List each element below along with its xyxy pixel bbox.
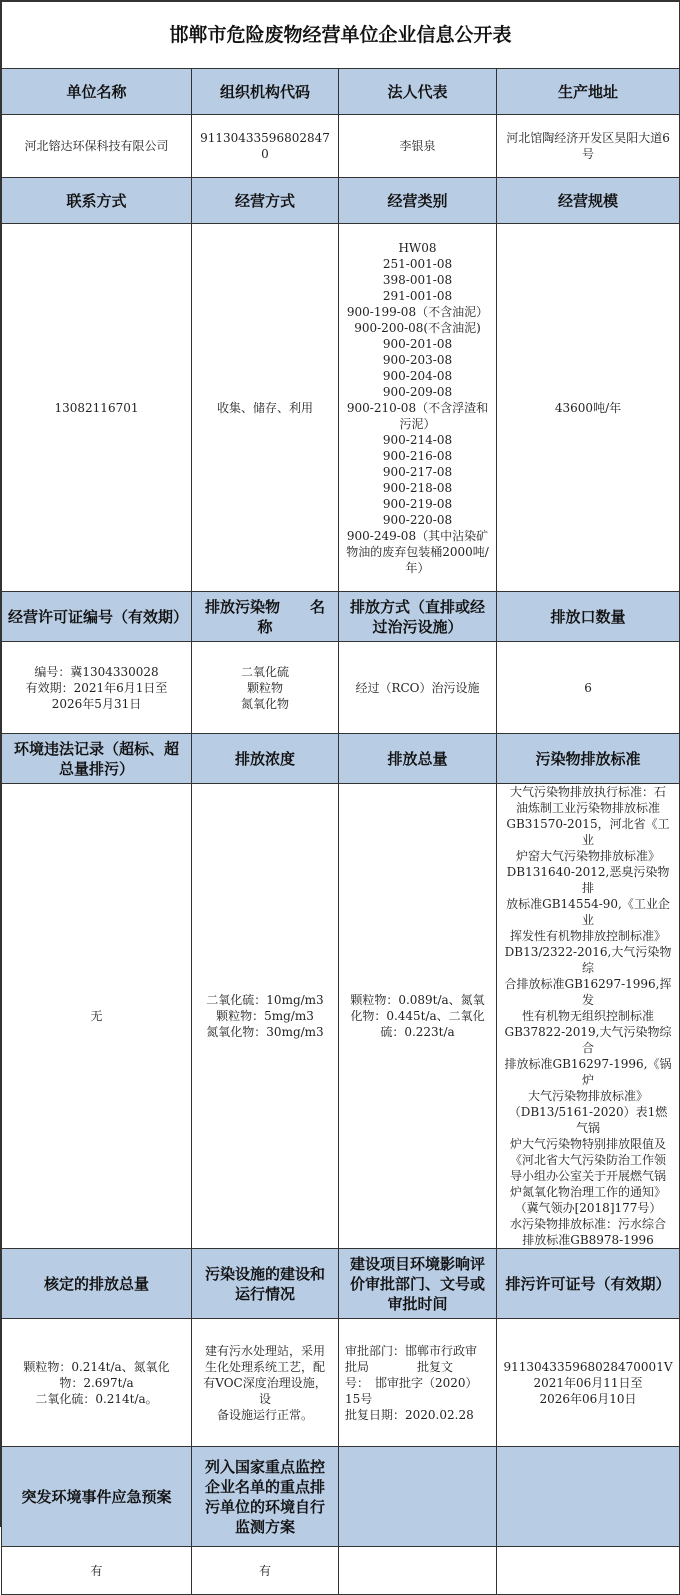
category-item: 年） xyxy=(405,560,430,575)
category-item: 900-199-08（不含油泥） xyxy=(346,304,489,319)
header-scale: 经营规模 xyxy=(497,178,680,224)
facility-line: 生化处理系统工艺，配 xyxy=(204,1359,325,1374)
empty-cell-1 xyxy=(339,1547,497,1595)
header-eia: 建设项目环境影响评价审批部门、文号或审批时间 xyxy=(339,1249,497,1319)
standard-line: GB37822-2019,大气污染物综合 xyxy=(504,1025,672,1055)
standard-line: （DB13/5161-2020）表1燃气锅 xyxy=(508,1105,668,1135)
header-outlet-count: 排放口数量 xyxy=(497,592,680,642)
header-contact: 联系方式 xyxy=(2,178,192,224)
discharge-total xyxy=(339,784,497,1249)
eia-line: 批局 批复文 xyxy=(345,1359,454,1374)
facility-status xyxy=(192,1319,339,1447)
pollutant-item: 氮氧化物 xyxy=(240,696,289,711)
header-empty-1 xyxy=(339,1447,497,1547)
permit-line: 有效期：2021年6月1日至 xyxy=(25,680,168,695)
permit-info xyxy=(2,642,192,734)
concentration-line: 氮氧化物：30mg/m3 xyxy=(206,1025,324,1039)
header-legal-rep: 法人代表 xyxy=(339,69,497,115)
facility-line: 有VOC深度治理设施，设 xyxy=(203,1375,327,1406)
header-concentration: 排放浓度 xyxy=(192,734,339,784)
header-row-4 xyxy=(2,734,680,784)
company-name: 河北镕达环保科技有限公司 xyxy=(2,115,192,178)
title-row xyxy=(2,2,680,69)
info-table xyxy=(1,1,680,1595)
facility-line: 建有污水处理站，采用 xyxy=(204,1343,325,1358)
contact: 13082116701 xyxy=(2,224,192,592)
standard-line: （冀气领办[2018]177号） xyxy=(514,1201,662,1215)
standard-line: 排放标准GB16297-1996,《锅炉 xyxy=(504,1057,672,1087)
category-item: 900-216-08 xyxy=(382,448,453,463)
eia-approval xyxy=(339,1319,497,1447)
pollutant-list xyxy=(192,642,339,734)
empty-cell-2 xyxy=(497,1547,680,1595)
header-facilities: 污染设施的建设和运行情况 xyxy=(192,1249,339,1319)
standard-line: 导小组办公室关于开展燃气锅 xyxy=(510,1169,667,1183)
category-item: 398-001-08 xyxy=(382,272,453,287)
header-total: 排放总量 xyxy=(339,734,497,784)
concentration-line: 二氧化硫：10mg/m3 xyxy=(206,993,324,1007)
header-row-2 xyxy=(2,178,680,224)
eia-line: 15号 xyxy=(345,1391,373,1406)
category-item: 900-220-08 xyxy=(382,512,453,527)
standard-line: 《河北省大气污染防治工作领 xyxy=(510,1153,667,1167)
approved-line: 物：2.697t/a xyxy=(59,1375,134,1390)
standard-line: 大气污染物排放执行标准：石 xyxy=(510,785,667,799)
permit-line: 2026年5月31日 xyxy=(51,696,142,711)
standard-line: 性有机物无组织控制标准 xyxy=(522,1009,655,1023)
category-item: 污泥） xyxy=(399,416,436,431)
category-item: 291-001-08 xyxy=(382,288,453,303)
header-standards: 污染物排放标准 xyxy=(497,734,680,784)
value-row-3 xyxy=(2,642,680,734)
header-row-5 xyxy=(2,1249,680,1319)
value-row-4 xyxy=(2,784,680,1249)
standard-line: 炉氮氧化物治理工作的通知》 xyxy=(510,1185,667,1199)
value-row-5 xyxy=(2,1319,680,1447)
standard-line: 炉窑大气污染物排放标准》 xyxy=(516,849,661,863)
category-item: 900-219-08 xyxy=(382,496,453,511)
eia-line: 号： 邯审批字（2020） xyxy=(345,1375,478,1390)
eia-line: 审批部门：邯郸市行政审 xyxy=(345,1343,478,1358)
business-mode: 收集、储存、利用 xyxy=(192,224,339,592)
emergency-plan: 有 xyxy=(2,1547,192,1595)
category-list xyxy=(339,224,497,592)
category-item: 900-217-08 xyxy=(382,464,453,479)
header-permit: 经营许可证编号（有效期） xyxy=(2,592,192,642)
concentration-list xyxy=(192,784,339,1249)
approved-line: 颗粒物：0.214t/a、氮氧化 xyxy=(23,1359,170,1374)
category-item: 900-210-08（不含浮渣和 xyxy=(346,400,489,415)
total-line: 硫：0.223t/a xyxy=(380,1025,455,1039)
standard-line: 放标准GB14554-90,《工业企业 xyxy=(506,897,670,927)
violation-record: 无 xyxy=(2,784,192,1249)
pollutant-item: 颗粒物 xyxy=(246,680,283,695)
header-row-3 xyxy=(2,592,680,642)
approved-total xyxy=(2,1319,192,1447)
header-row-6 xyxy=(2,1447,680,1547)
page-title: 邯郸市危险废物经营单位企业信息公开表 xyxy=(2,2,680,69)
discharge-permit-line: 2021年06月11日至 xyxy=(533,1375,643,1390)
category-item: 900-214-08 xyxy=(382,432,453,447)
standard-line: 油炼制工业污染物排放标准 xyxy=(516,801,661,815)
facility-line: 备设施运行正常。 xyxy=(216,1407,313,1422)
pollutant-item: 二氧化硫 xyxy=(240,664,289,679)
category-item: HW08 xyxy=(398,240,437,255)
discharge-permit-line: 2026年06月10日 xyxy=(539,1391,637,1406)
value-row-2 xyxy=(2,224,680,592)
header-categories: 经营类别 xyxy=(339,178,497,224)
header-mode: 经营方式 xyxy=(192,178,339,224)
legal-rep: 李银泉 xyxy=(339,115,497,178)
eia-line: 批复日期：2020.02.28 xyxy=(345,1407,474,1422)
category-item: 900-204-08 xyxy=(382,368,453,383)
standard-line: GB31570-2015，河北省《工业 xyxy=(506,817,670,847)
header-row-1 xyxy=(2,69,680,115)
outlet-count: 6 xyxy=(497,642,680,734)
org-code: 911304335968028470 xyxy=(192,115,339,178)
category-item: 物油的废弃包装桶2000吨/ xyxy=(346,544,489,559)
header-violations: 环境违法记录（超标、超总量排污） xyxy=(2,734,192,784)
standard-line: 水污染物排放标准：污水综合 xyxy=(510,1217,667,1231)
approved-line: 二氧化硫：0.214t/a。 xyxy=(35,1391,158,1406)
header-pollutants: 排放污染物 名称 xyxy=(192,592,339,642)
value-row-1 xyxy=(2,115,680,178)
concentration-line: 颗粒物：5mg/m3 xyxy=(216,1009,314,1023)
header-approved-total: 核定的排放总量 xyxy=(2,1249,192,1319)
standard-line: DB131640-2012,恶臭污染物排 xyxy=(506,865,670,895)
standard-line: 排放标准GB8978-1996 xyxy=(522,1233,654,1247)
value-row-6 xyxy=(2,1547,680,1595)
header-discharge-permit: 排污许可证号（有效期） xyxy=(497,1249,680,1319)
header-address: 生产地址 xyxy=(497,69,680,115)
monitoring-plan: 有 xyxy=(192,1547,339,1595)
standard-line: 炉大气污染物特别排放限值及 xyxy=(510,1137,667,1151)
standard-line: 挥发性有机物排放控制标准》 xyxy=(510,929,667,943)
category-item: 900-249-08（其中沾染矿 xyxy=(346,528,489,543)
permit-line: 编号：冀1304330028 xyxy=(34,664,159,679)
category-item: 900-203-08 xyxy=(382,352,453,367)
header-emergency-plan: 突发环境事件应急预案 xyxy=(2,1447,192,1547)
header-company-name: 单位名称 xyxy=(2,69,192,115)
header-discharge-mode: 排放方式（直排或经过治污设施） xyxy=(339,592,497,642)
standard-line: 大气污染物排放标准》 xyxy=(528,1089,649,1103)
header-monitoring-plan: 列入国家重点监控企业名单的重点排污单位的环境自行监测方案 xyxy=(192,1447,339,1547)
category-item: 900-209-08 xyxy=(382,384,453,399)
standards-text xyxy=(497,784,680,1249)
discharge-mode: 经过（RCO）治污设施 xyxy=(339,642,497,734)
category-item: 900-201-08 xyxy=(382,336,453,351)
total-line: 化物：0.445t/a、二氧化 xyxy=(350,1009,485,1023)
standard-line: 合排放标准GB16297-1996,挥发 xyxy=(504,977,672,1007)
total-line: 颗粒物：0.089t/a、氮氧 xyxy=(350,993,485,1007)
address: 河北馆陶经济开发区昊阳大道6号 xyxy=(497,115,680,178)
header-org-code: 组织机构代码 xyxy=(192,69,339,115)
category-item: 900-218-08 xyxy=(382,480,453,495)
category-item: 251-001-08 xyxy=(382,256,453,271)
category-item: 900-200-08(不含油泥) xyxy=(354,320,481,335)
header-empty-2 xyxy=(497,1447,680,1547)
discharge-permit xyxy=(497,1319,680,1447)
business-scale: 43600吨/年 xyxy=(497,224,680,592)
standard-line: DB13/2322-2016,大气污染物综 xyxy=(504,945,672,975)
discharge-permit-line: 911304335968028470001V xyxy=(503,1359,673,1374)
